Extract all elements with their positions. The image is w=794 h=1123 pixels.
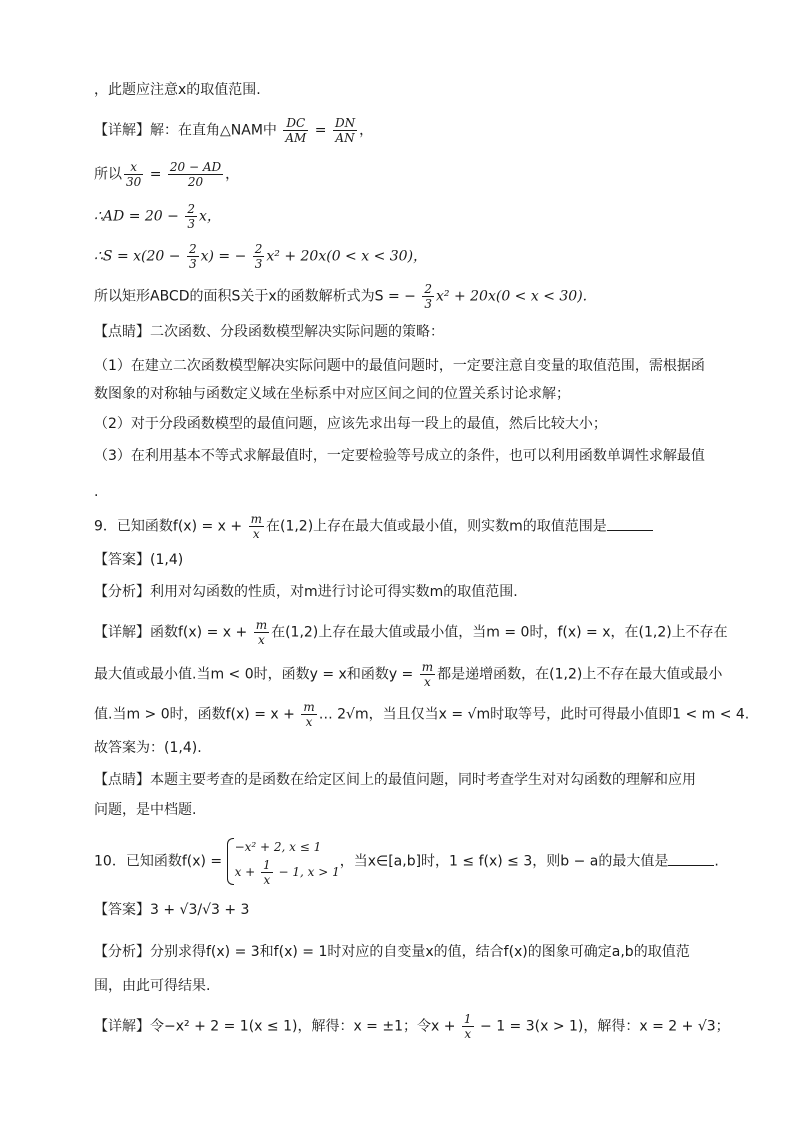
section-tag: 【点睛】 — [94, 772, 150, 788]
text-line: 所以 $\frac{x}{30}$ = $\frac{20 - AD}{20}$ ， — [94, 160, 240, 189]
fraction: $\frac{DC}{AM}$ — [285, 116, 307, 145]
section-tag: 【详解】 — [94, 1018, 150, 1035]
piecewise-function: −x² + 2, x ≤ 1 x + $\frac{1}{x}$ − 1, x > 1 — [227, 836, 340, 887]
text-line: ∴AD = 20 − $\frac{2}{3}$ x， — [94, 202, 221, 231]
text-line: ∴S = x(20 − $\frac{2}{3}$ x) = − $\frac{2}{3}$ x² + 20x(0 < x < 30)， — [94, 242, 428, 271]
section-tag: 【详解】 — [94, 122, 150, 139]
answer-line: 【答案】3 + √3/√3 + 3 — [94, 902, 250, 918]
section-tag: 【分析】 — [94, 944, 150, 960]
solution-line: 【详解】解：在直角△NAM中 $\frac{DC}{AM}$ = $\frac{DN}{AN}$ ， — [94, 116, 374, 145]
text-line: 围，由此可得结果. — [94, 978, 211, 994]
text-line: （3）在利用基本不等式求解最值时，一定要检验等号成立的条件，也可以利用函数单调性求解最值 — [94, 448, 705, 464]
question-9: 9．已知函数f(x) = x + $\frac{m}{x}$ 在(1,2)上存在最大值或最小值，则实数m的取值范围是 — [94, 512, 653, 541]
text-line: 问题，是中档题. — [94, 802, 197, 818]
text-line: 数图象的对称轴与函数定义域在坐标系中对应区间之间的位置关系讨论求解； — [94, 386, 570, 402]
tip-line: 【点睛】二次函数、分段函数模型解决实际问题的策略： — [94, 324, 444, 340]
analysis-line: 【分析】利用对勾函数的性质，对m进行讨论可得实数m的取值范围. — [94, 584, 518, 600]
analysis-line: 【分析】分别求得f(x) = 3和f(x) = 1时对应的自变量x的值，结合f(x)的图象可确定a,b的取值范 — [94, 944, 690, 960]
text-line: 最大值或最小值.当m < 0时，函数y = x和函数y = $\frac{m}{x}$ 都是递增函数，在(1,2)上不存在最大值或最小 — [94, 660, 723, 689]
fraction: $\frac{DN}{AN}$ — [334, 116, 356, 145]
section-tag: 【答案】 — [94, 902, 150, 918]
text-line: （2）对于分段函数模型的最值问题，应该先求出每一段上的最值，然后比较大小； — [94, 416, 607, 432]
question-10: 10．已知函数f(x) = −x² + 2, x ≤ 1 x + $\frac{1}{x}$ − 1, x > 1 ，当x∈[a,b]时，1 ≤ f(x) ≤ 3，则b − a的最大值是 . — [94, 836, 719, 887]
text-line: ，此题应注意x的取值范围. — [94, 82, 261, 98]
tip-line: 【点睛】本题主要考查的是函数在给定区间上的最值问题，同时考查学生对对勾函数的理解和应用 — [94, 772, 696, 788]
solution-line: 【详解】函数f(x) = x + $\frac{m}{x}$ 在(1,2)上存在最大值或最小值，当m = 0时，f(x) = x，在(1,2)上不存在 — [94, 618, 728, 647]
text-line: 故答案为：(1,4). — [94, 740, 202, 756]
section-tag: 【分析】 — [94, 584, 150, 600]
text-line: 所以矩形ABCD的面积S关于x的函数解析式为S = − $\frac{2}{3}$ x² + 20x(0 < x < 30). — [94, 282, 588, 311]
text-line: . — [94, 484, 99, 500]
section-tag: 【点睛】 — [94, 324, 150, 340]
text-line: 值.当m > 0时，函数f(x) = x + $\frac{m}{x}$ … 2√m，当且仅当x = √m时取等号，此时可得最小值即1 < m < 4. — [94, 700, 750, 729]
section-tag: 【答案】 — [94, 552, 150, 568]
answer-blank — [668, 851, 714, 866]
answer-line: 【答案】(1,4) — [94, 552, 184, 568]
answer-blank — [607, 516, 653, 531]
section-tag: 【详解】 — [94, 624, 150, 641]
solution-line: 【详解】令−x² + 2 = 1(x ≤ 1)，解得：x = ±1；令x + $\frac{1}{x}$ − 1 = 3(x > 1)，解得：x = 2 + √3； — [94, 1012, 730, 1041]
text-line: （1）在建立二次函数模型解决实际问题中的最值问题时，一定要注意自变量的取值范围，需根据函 — [94, 358, 705, 374]
